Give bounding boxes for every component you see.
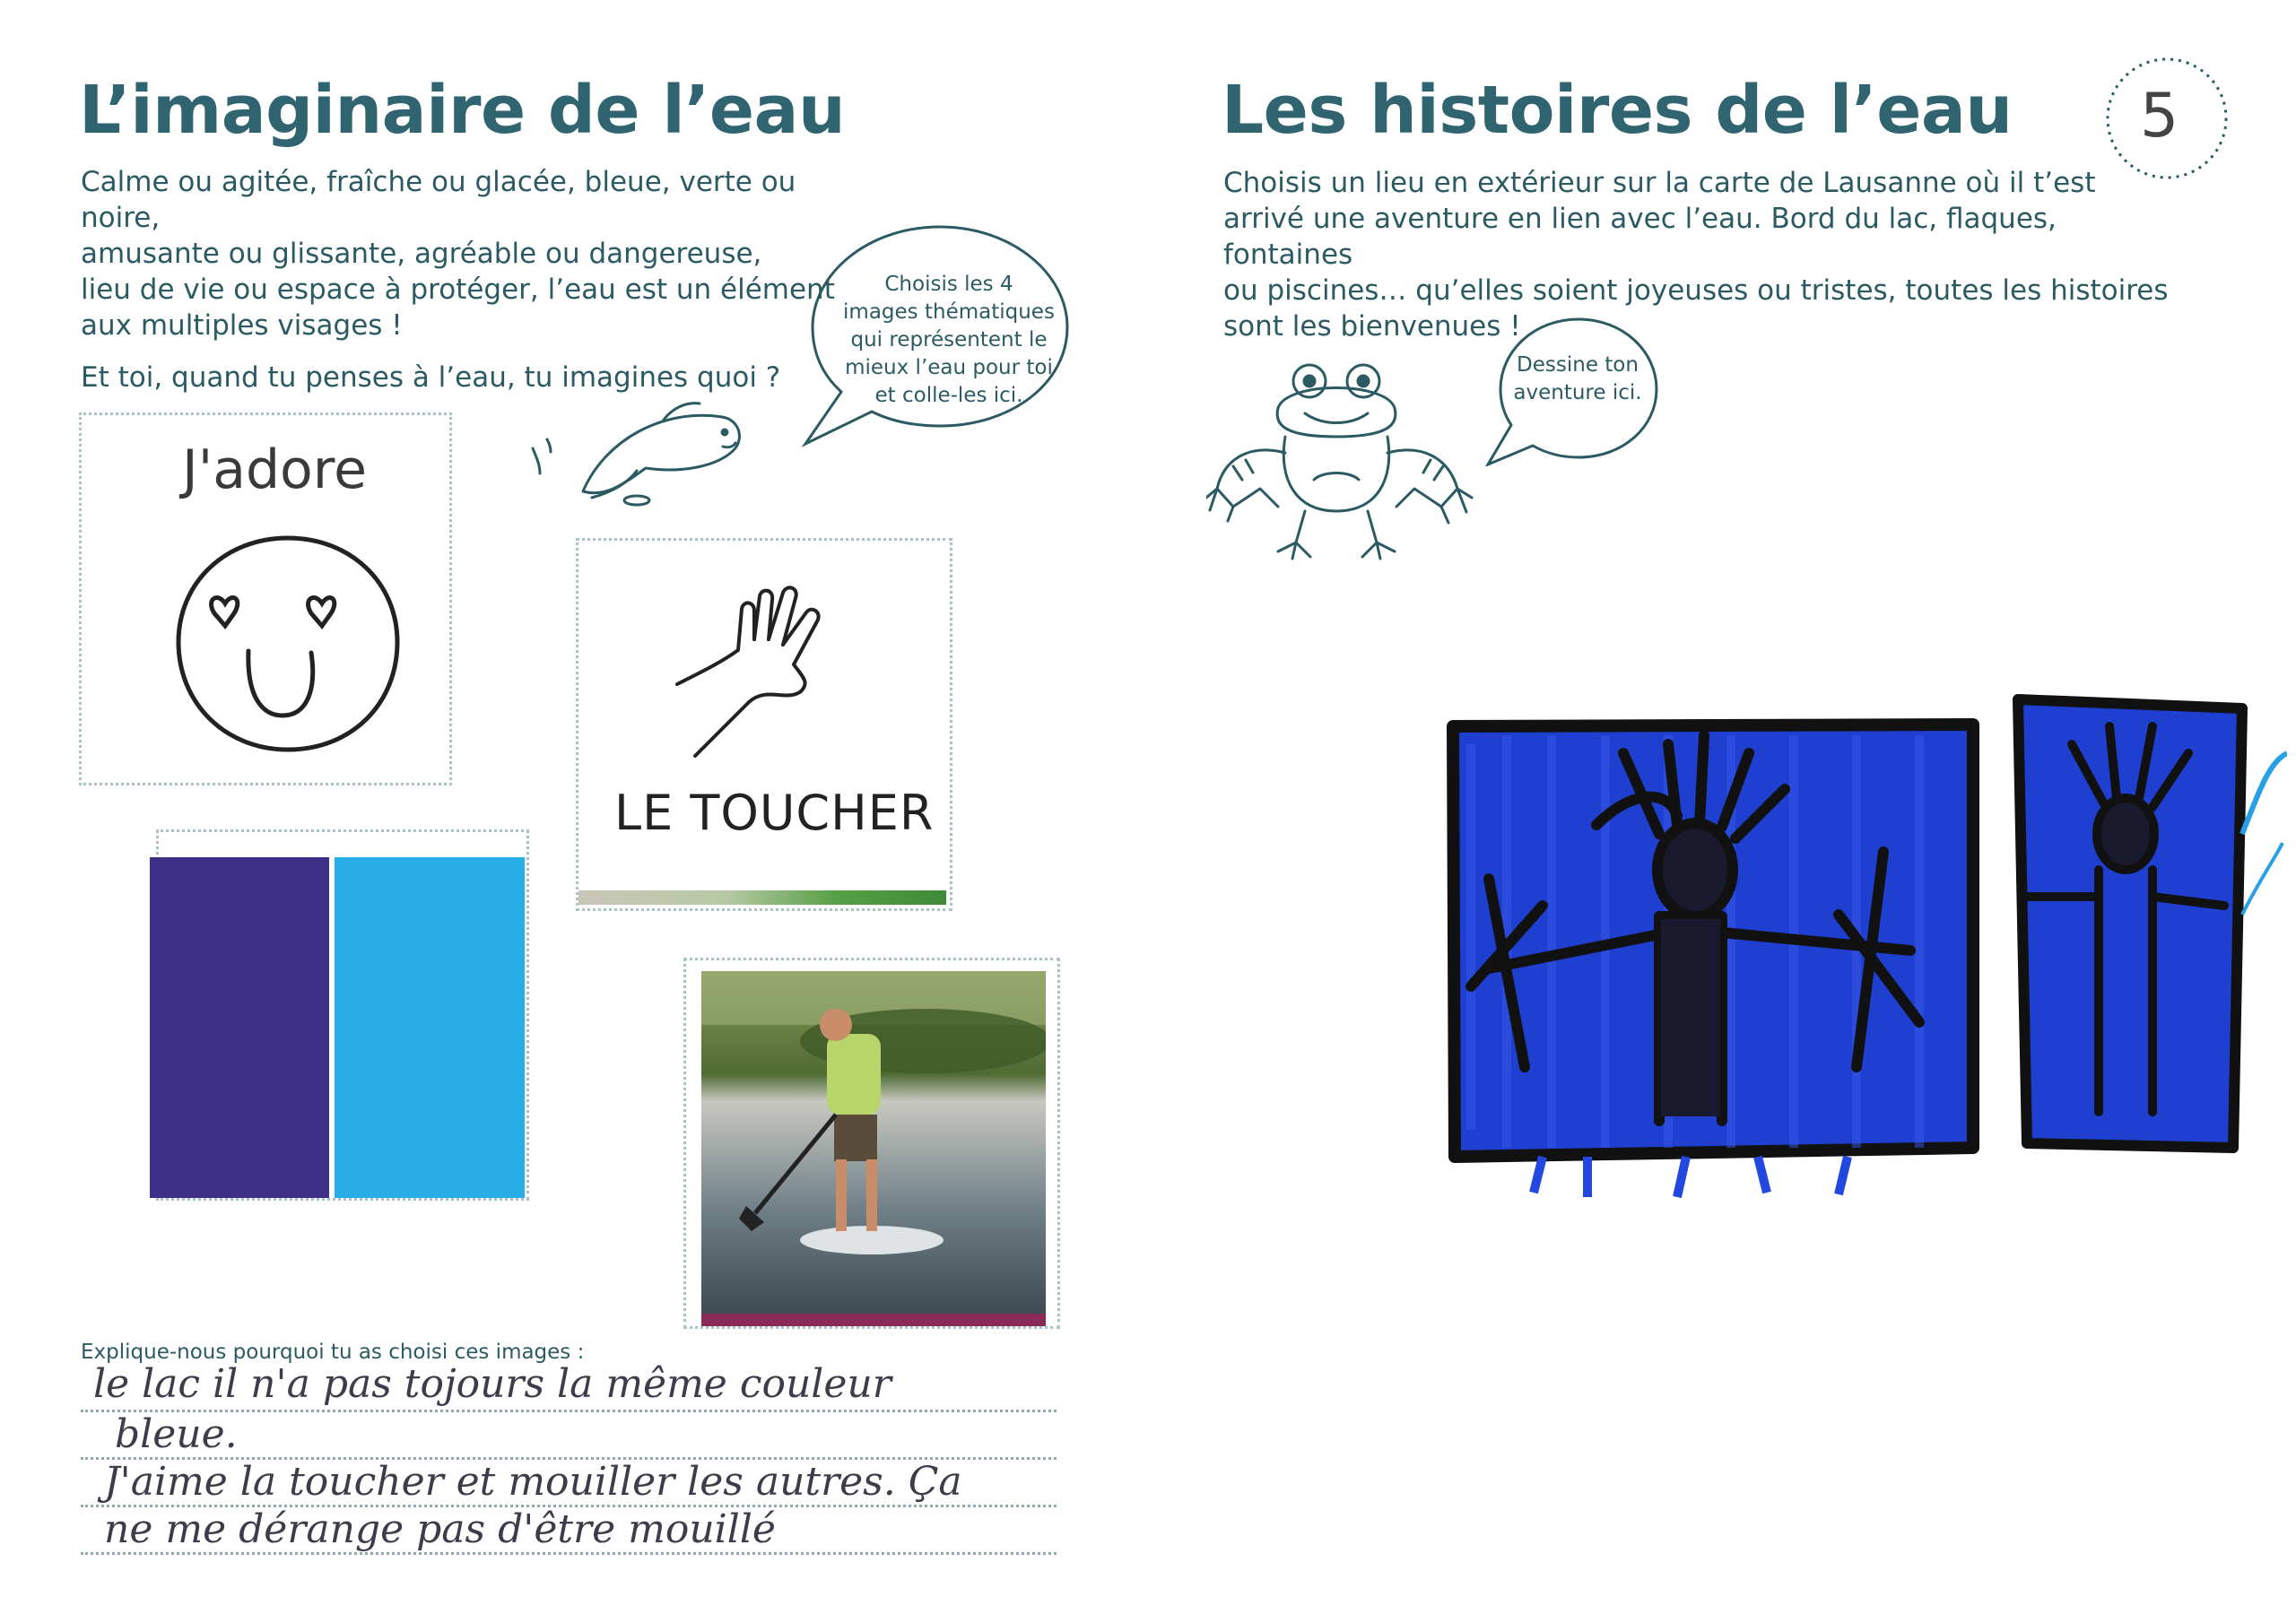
intro-line: lieu de vie ou espace à protéger, l’eau est un élément xyxy=(81,273,835,306)
frog-icon xyxy=(1206,354,1484,569)
intro-line: Calme ou agitée, fraîche ou glacée, bleue, verte ou noire, xyxy=(81,166,796,234)
intro-line: amusante ou glissante, agréable ou dangereuse, xyxy=(81,238,762,270)
child-drawing xyxy=(1435,681,2287,1202)
card-jadore xyxy=(79,412,452,785)
paddleboard-photo xyxy=(701,971,1046,1326)
bubble-line: mieux l’eau pour toi xyxy=(845,356,1053,379)
intro-line: arrivé une aventure en lien avec l’eau. Bord du lac, flaques, fontaines xyxy=(1223,203,2057,271)
page-number: 5 xyxy=(2140,81,2179,152)
bubble-line: Dessine ton xyxy=(1517,353,1639,377)
left-intro xyxy=(81,164,852,395)
fish-icon xyxy=(520,386,753,511)
right-intro xyxy=(1223,165,2192,344)
hand-icon xyxy=(668,577,865,765)
bubble-line: images thématiques xyxy=(843,300,1055,324)
handwritten-line: le lac il n'a pas tojours la même couleur xyxy=(93,1361,891,1407)
color-swatch-light-blue xyxy=(335,857,525,1198)
color-swatch-dark-blue xyxy=(150,857,329,1198)
card-photo xyxy=(683,958,1060,1329)
handwritten-line: J'aime la toucher et mouiller les autres. Ça xyxy=(104,1459,962,1505)
bubble-line: Choisis les 4 xyxy=(884,273,1013,296)
smiley-heart-eyes-icon xyxy=(162,527,413,760)
intro-line: sont les bienvenues ! xyxy=(1223,310,1521,343)
card-colors xyxy=(156,829,529,1201)
writing-line xyxy=(81,1552,1057,1555)
bubble-text-right xyxy=(1501,352,1654,407)
card-toucher xyxy=(576,538,952,911)
left-page-title: L’imaginaire de l’eau xyxy=(79,72,846,149)
handwritten-line: ne me dérange pas d'être mouillé xyxy=(104,1506,776,1552)
intro-question: Et toi, quand tu penses à l’eau, tu imagines quoi ? xyxy=(81,361,781,394)
intro-line: aux multiples visages ! xyxy=(81,309,403,342)
card-jadore-text: J'adore xyxy=(182,438,368,501)
intro-line: ou piscines… qu’elles soient joyeuses ou tristes, toutes les histoires xyxy=(1223,274,2169,307)
card-toucher-text: LE TOUCHER xyxy=(614,785,935,841)
bubble-line: qui représentent le xyxy=(850,328,1048,352)
explain-label: Explique-nous pourquoi tu as choisi ces images : xyxy=(81,1341,585,1364)
bubble-line: et colle-les ici. xyxy=(874,384,1023,407)
right-page-title: Les histoires de l’eau xyxy=(1222,72,2013,149)
bubble-line: aventure ici. xyxy=(1513,381,1642,404)
handwritten-line: bleue. xyxy=(115,1411,238,1457)
intro-line: Choisis un lieu en extérieur sur la carte de Lausanne où il t’est xyxy=(1223,167,2096,199)
bubble-text-left xyxy=(827,271,1071,410)
photo-strip xyxy=(578,890,946,905)
